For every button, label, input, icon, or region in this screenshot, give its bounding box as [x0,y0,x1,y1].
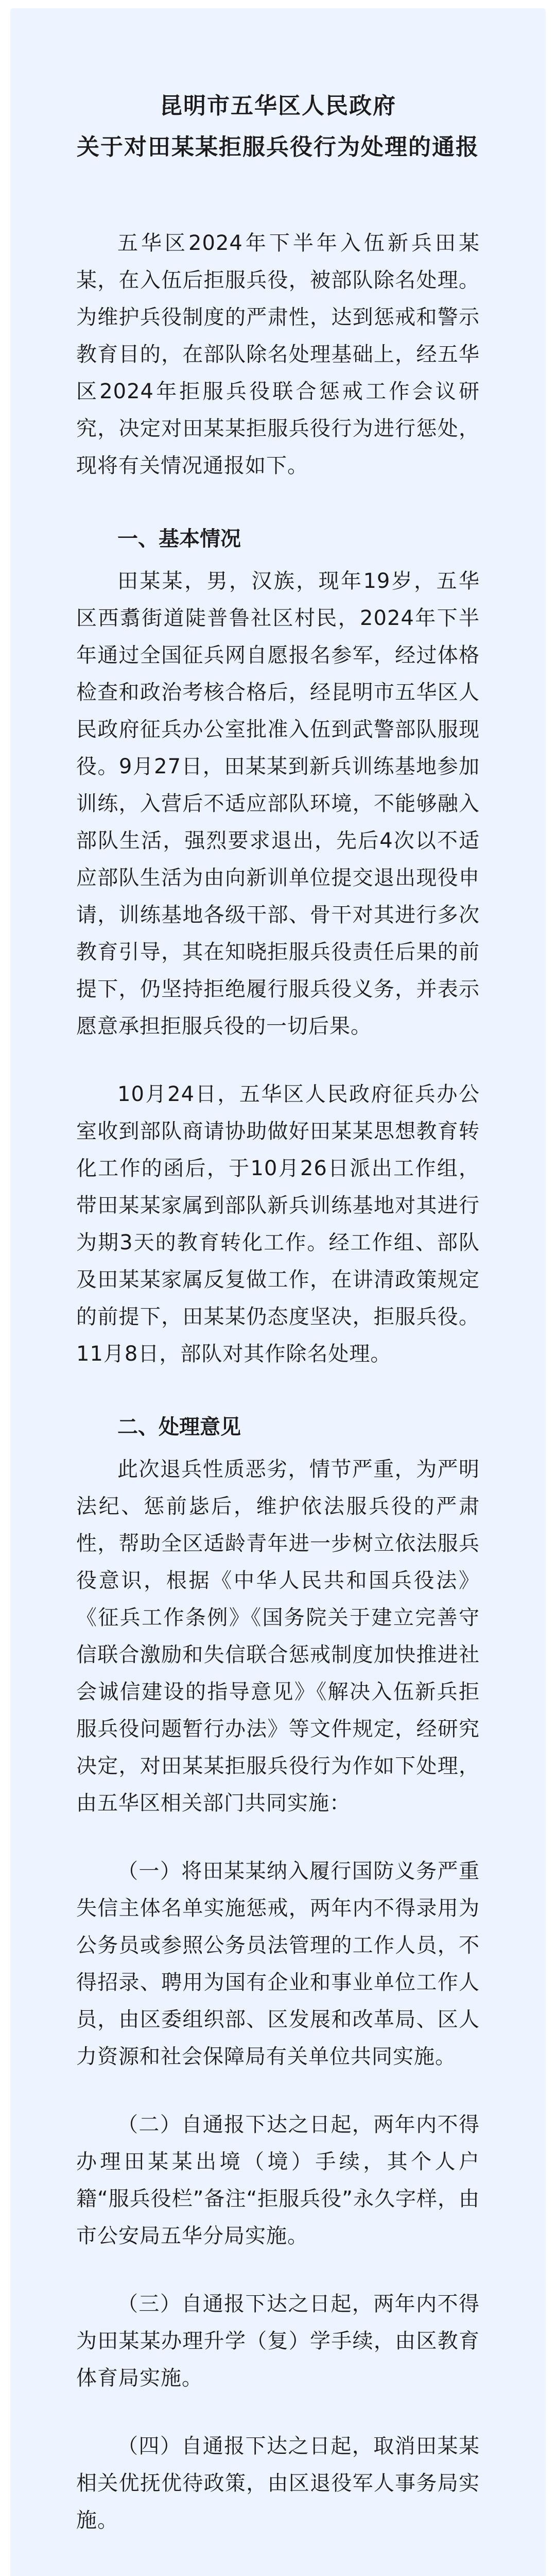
handling-item-3: （三）自通报下达之日起，两年内不得为田某某办理升学（复）学手续，由区教育体育局实施。 [76,2292,480,2390]
notice-document [10,8,546,2576]
handling-intro-paragraph: 此次退兵性质恶劣，情节严重，为严明法纪、惩前毖后，维护依法服兵役的严肃性，帮助全区适龄青年进一步树立依法服兵役意识，根据《中华人民共和国兵役法》《征兵工作条例》《国务院关于建立完善守信联合激励和失信联合惩戒制度加快推进社会诚信建设的指导意见》《解决入伍新兵拒服兵役问题暂行办法》等文件规定，经研究决定，对田某某拒服兵役行为作如下处理，由五华区相关部门共同实施： [76,1458,480,1815]
issuer-title: 昆明市五华区人民政府 [160,93,396,119]
handling-item-4: （四）自通报下达之日起，取消田某某相关优抚优待政策，由区退役军人事务局实施。 [76,2434,480,2532]
handling-item-2: （二）自通报下达之日起，两年内不得办理田某某出境（境）手续，其个人户籍“服兵役栏”备注“拒服兵役”永久字样，由市公安局五华分局实施。 [76,2113,480,2248]
handling-item-1: （一）将田某某纳入履行国防义务严重失信主体名单实施惩戒，两年内不得录用为公务员或参照公务员法管理的工作人员，不得招录、聘用为国有企业和事业单位工作人员，由区委组织部、区发展和改革局、区人力资源和社会保障局有关单位共同实施。 [76,1859,480,2069]
intro-paragraph: 五华区2024年下半年入伍新兵田某某，在入伍后拒服兵役，被部队除名处理。为维护兵役制度的严肃性，达到惩戒和警示教育目的，在部队除名处理基础上，经五华区2024年拒服兵役联合惩戒工作会议研究，决定对田某某拒服兵役行为进行惩处，现将有关情况通报如下。 [76,231,480,478]
basic-info-paragraph-2: 10月24日，五华区人民政府征兵办公室收到部队商请协助做好田某某思想教育转化工作的函后，于10月26日派出工作组，带田某某家属到部队新兵训练基地对其进行为期3天的教育转化工作。经工作组、部队及田某某家属反复做工作，在讲清政策规定的前提下，田某某仍态度坚决，拒服兵役。11月8日，部队对其作除名处理。 [76,1082,480,1366]
basic-info-paragraph-1: 田某某，男，汉族，现年19岁，五华区西翥街道陡普鲁社区村民，2024年下半年通过全国征兵网自愿报名参军，经过体格检查和政治考核合格后，经昆明市五华区人民政府征兵办公室批准入伍到武警部队服现役。9月27日，田某某到新兵训练基地参加训练，入营后不适应部队环境，不能够融入部队生活，强烈要求退出，先后4次以不适应部队生活为由向新训单位提交退出现役申请，训练基地各级干部、骨干对其进行多次教育引导，其在知晓拒服兵役责任后果的前提下，仍坚持拒绝履行服兵役义务，并表示愿意承担拒服兵役的一切后果。 [76,569,480,1038]
section-basic-info-heading: 一、基本情况 [117,527,241,551]
notice-title: 关于对田某某拒服兵役行为处理的通报 [77,134,479,160]
handling-item-5 [76,2570,480,2576]
notice-body [10,8,546,2576]
section-handling-heading: 二、处理意见 [117,1415,241,1439]
